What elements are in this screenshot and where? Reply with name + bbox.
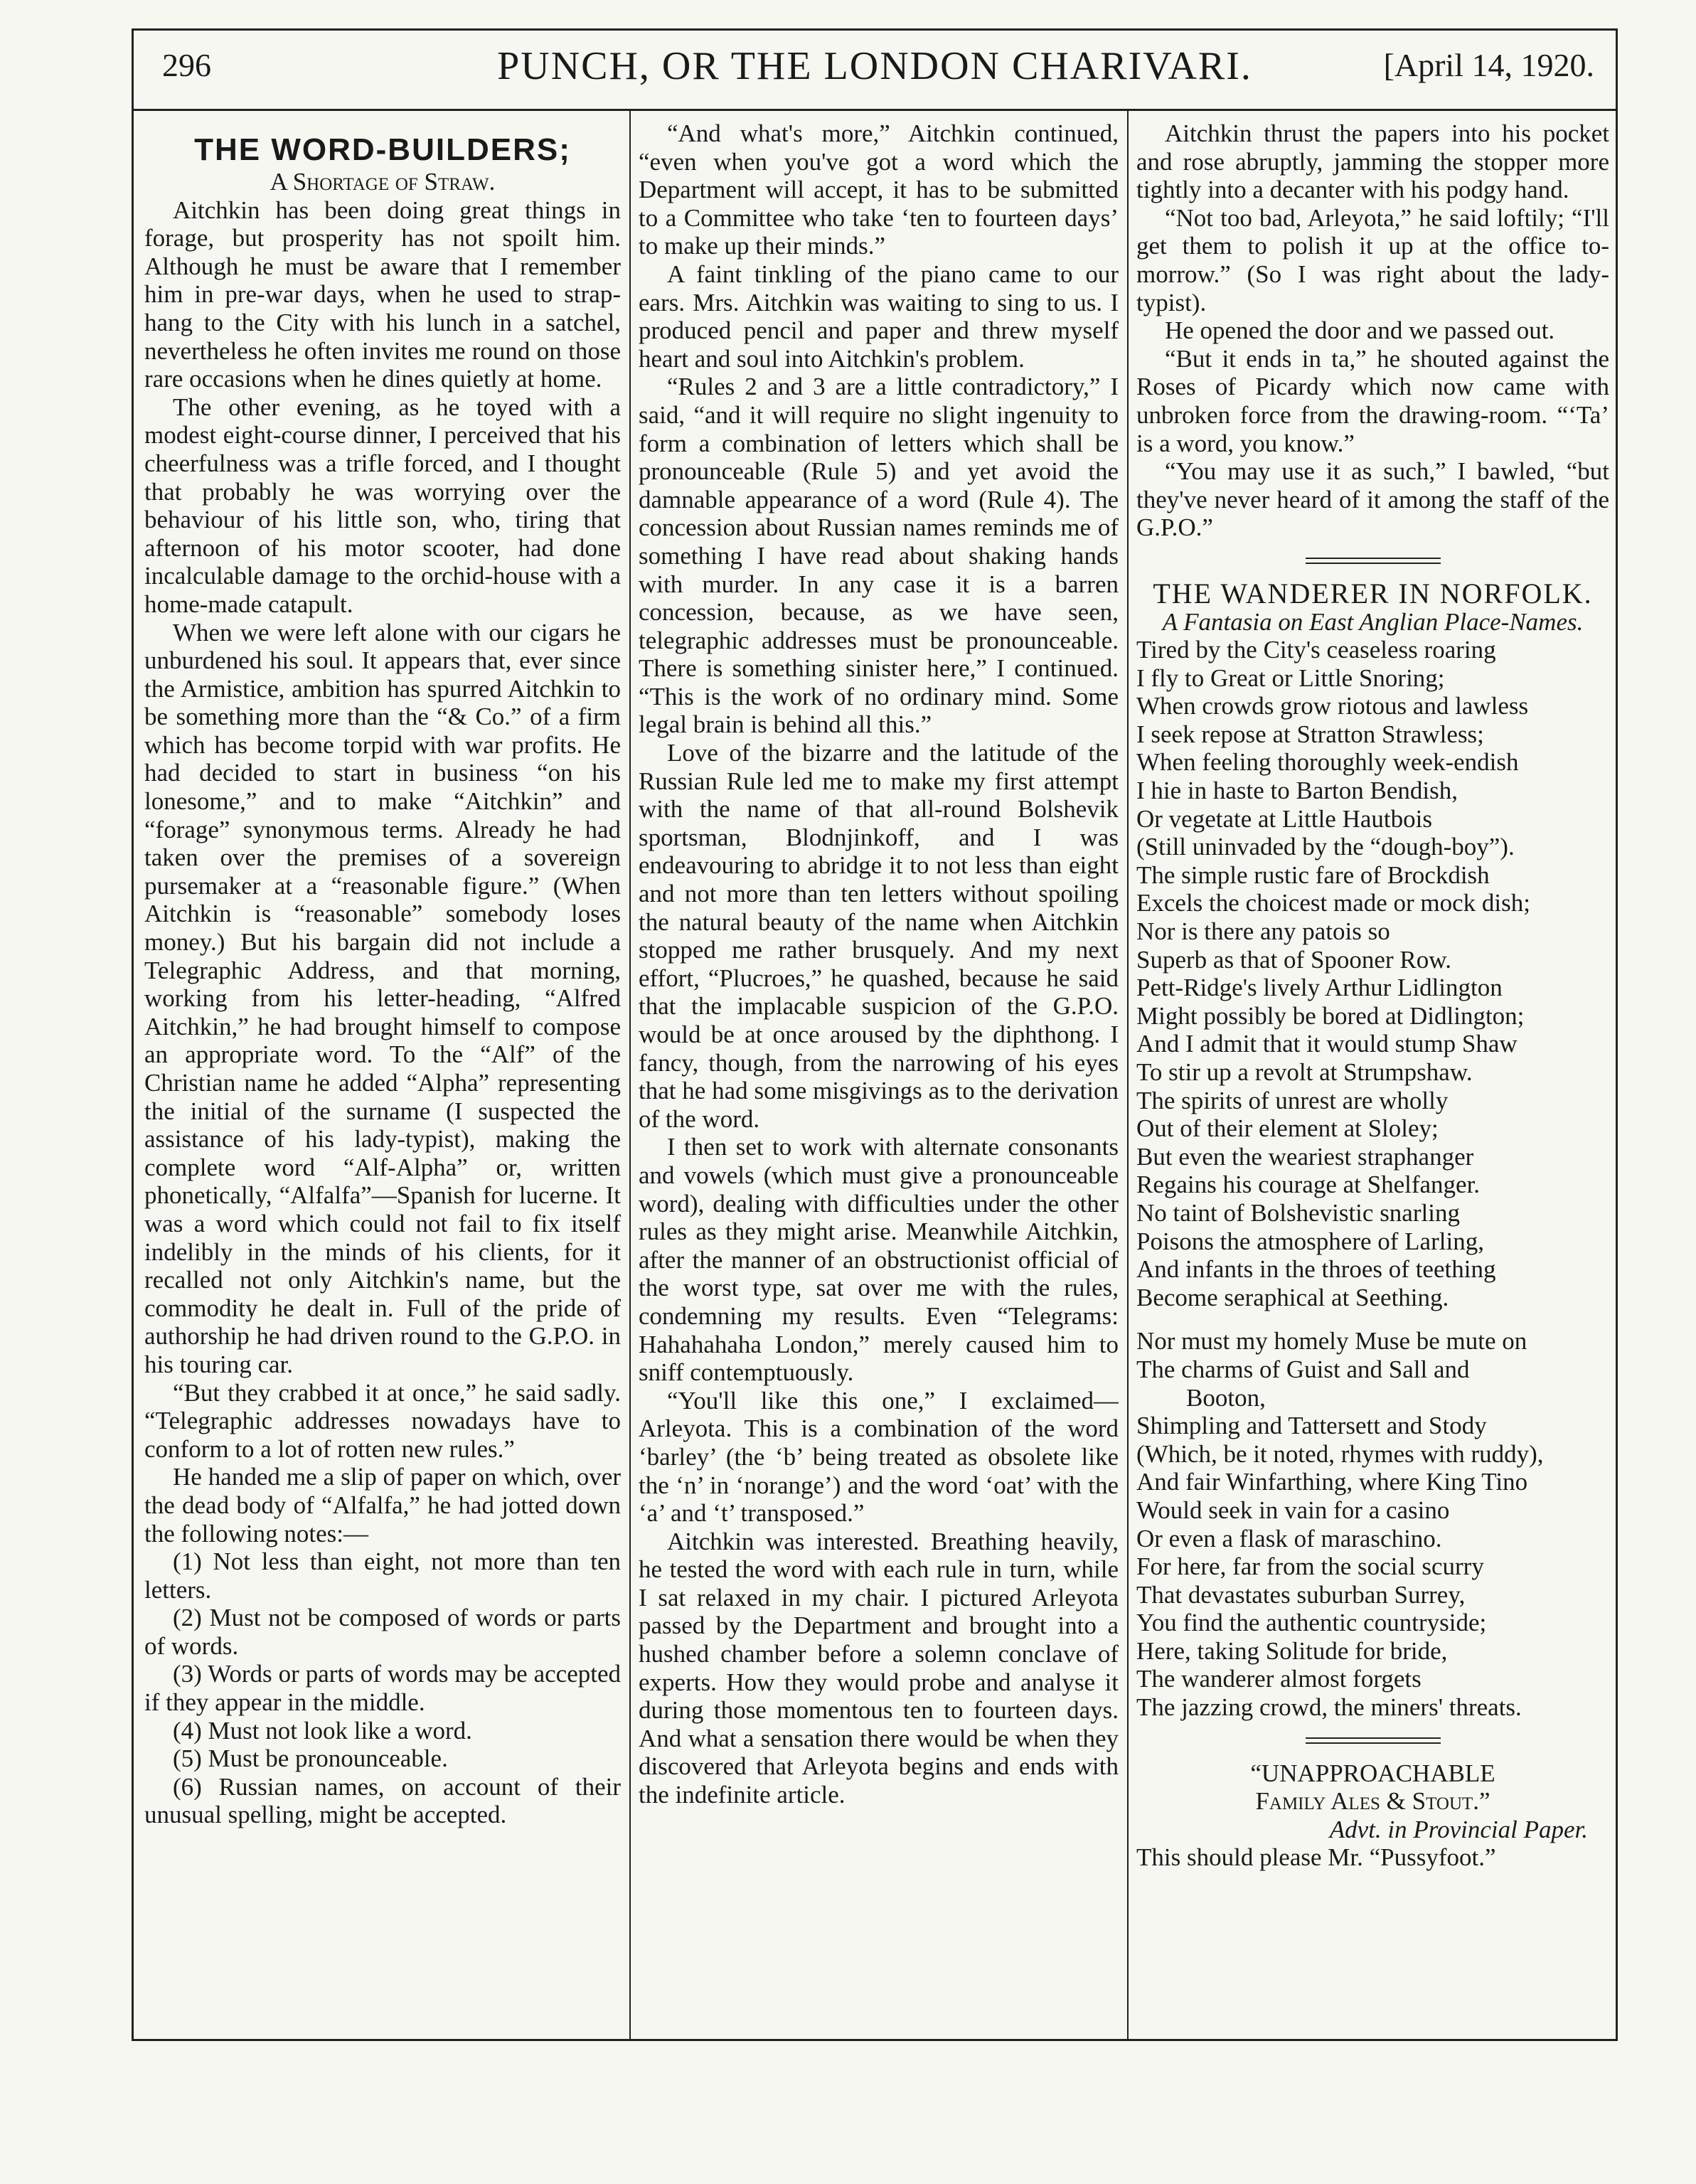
verse-line: Excels the choicest made or mock dish; xyxy=(1136,889,1531,917)
verse-line: Or vegetate at Little Hautbois xyxy=(1136,804,1432,833)
rule-item: (6) Russian names, on account of their unusual spelling, might be accepted. xyxy=(144,1772,621,1829)
paragraph: “Not too bad, Arleyota,” he said loftily; “I'll get them to polish it up at the office to-morrow.” (So I was right about the lady-typist). xyxy=(1136,203,1609,316)
verse-line: But even the weariest straphanger xyxy=(1136,1142,1474,1171)
poem-subtitle: A Fantasia on East Anglian Place-Names. xyxy=(1162,607,1584,636)
paragraph: Aitchkin thrust the papers into his pocket and rose abruptly, jamming the stopper more tightly into a decanter with his podgy hand. xyxy=(1136,119,1609,204)
paragraph: “You'll like this one,” I exclaimed—Arleyota. This is a combination of the word ‘barley’ (the ‘b’ being treated as obsolete like the ‘n’ in ‘norange’) and the word ‘oat’ with the ‘a’ and ‘t’ transposed.” xyxy=(639,1386,1119,1528)
verse-line: Or even a flask of maraschino. xyxy=(1136,1524,1442,1552)
paragraph: Aitchkin was interested. Breathing heavily, he tested the word with each rule in turn, while I sat relaxed in my chair. I pictured Arleyota passed by the Department and brought into a hushed chamber before a solemn conclave of experts. How they would probe and analyse it during those momentous ten to fourteen days. And what a sensation there would be when they discovered that Arleyota begins and ends with the indefinite article. xyxy=(639,1527,1119,1809)
verse-line: When feeling thoroughly week-endish xyxy=(1136,748,1519,777)
verse-line: You find the authentic countryside; xyxy=(1136,1609,1487,1637)
verse-line: I seek repose at Stratton Strawless; xyxy=(1136,720,1484,748)
article-subtitle: A Shortage of Straw. xyxy=(270,168,496,196)
paragraph: The other evening, as he toyed with a modest eight-course dinner, I perceived that his cheerfulness was a trifle forced, and I thought that probably he was worrying over the behaviour of his little son, who, tiring that afternoon of his motor scooter, had done incalculable damage to the orchid-house with a home-made catapult. xyxy=(144,393,621,618)
issue-date: [April 14, 1920. xyxy=(1383,47,1594,83)
verse-line: I fly to Great or Little Snoring; xyxy=(1136,664,1445,692)
verse-line: (Which, be it noted, rhymes with ruddy), xyxy=(1136,1439,1544,1468)
verse-line: The charms of Guist and Sall and xyxy=(1136,1355,1470,1383)
section-divider xyxy=(1306,1737,1441,1744)
verse-line: The simple rustic fare of Brockdish xyxy=(1136,861,1490,889)
masthead-title: PUNCH, OR THE LONDON CHARIVARI. xyxy=(497,44,1252,88)
verse-line: The jazzing crowd, the miners' threats. xyxy=(1136,1693,1522,1722)
verse-line: That devastates suburban Surrey, xyxy=(1136,1580,1466,1609)
paragraph: He handed me a slip of paper on which, over the dead body of “Alfalfa,” he had jotted down the following notes:— xyxy=(144,1463,621,1548)
verse-line: The spirits of unrest are wholly xyxy=(1136,1086,1449,1114)
verse-line: Shimpling and Tattersett and Stody xyxy=(1136,1412,1487,1440)
article-title: THE WORD-BUILDERS; xyxy=(194,132,571,167)
verse-line: To stir up a revolt at Strumpshaw. xyxy=(1136,1058,1473,1086)
verse-line: And fair Winfarthing, where King Tino xyxy=(1136,1468,1528,1496)
column-1 xyxy=(144,119,621,2033)
verse-line: I hie in haste to Barton Bendish, xyxy=(1136,777,1458,805)
advert-source: Advt. in Provincial Paper. xyxy=(1329,1815,1588,1843)
page-number: 296 xyxy=(162,47,211,83)
column-3 xyxy=(1136,119,1609,2033)
poem-title: THE WANDERER IN NORFOLK. xyxy=(1153,577,1593,609)
rule-item: (2) Must not be composed of words or parts of words. xyxy=(144,1604,621,1660)
paragraph: Love of the bizarre and the latitude of the Russian Rule led me to make my first attempt with the name of that all-round Bolshevik sportsman, Blodnjinkoff, and I was endeavouring to abridge it to not less than eight and not more than ten letters without spoiling the natural beauty of the name when Aitchkin stopped me rather brusquely. And my next effort, “Plucroes,” he quashed, because he said that the implacable suspicion of the G.P.O. would be at once aroused by the diphthong. I fancy, though, from the narrowing of his eyes that he had some misgivings as to the derivation of the word. xyxy=(639,739,1119,1133)
page-header xyxy=(134,31,1616,111)
verse-line: Nor must my homely Muse be mute on xyxy=(1136,1327,1527,1355)
verse-line: Nor is there any patois so xyxy=(1136,917,1390,946)
verse-line: Pett-Ridge's lively Arthur Lidlington xyxy=(1136,974,1503,1002)
verse-line: Booton, xyxy=(1186,1383,1266,1412)
paragraph: “But it ends in ta,” he shouted against the Roses of Picardy which now came with unbroken force from the drawing-room. “‘Ta’ is a word, you know.” xyxy=(1136,344,1609,457)
rule-item: (3) Words or parts of words may be accepted if they appear in the middle. xyxy=(144,1660,621,1717)
column-2 xyxy=(639,119,1119,2033)
verse-line: Tired by the City's ceaseless roaring xyxy=(1136,636,1496,664)
verse-line: Out of their element at Sloley; xyxy=(1136,1114,1439,1143)
poem-stanza-1 xyxy=(1136,636,1609,1311)
paragraph: He opened the door and we passed out. xyxy=(1165,316,1555,345)
rule-item: (1) Not less than eight, not more than ten letters. xyxy=(144,1548,621,1604)
verse-line: Become seraphical at Seething. xyxy=(1136,1283,1449,1311)
rule-item: (5) Must be pronounceable. xyxy=(173,1744,448,1773)
verse-line: And infants in the throes of teething xyxy=(1136,1255,1496,1284)
verse-line: Regains his courage at Shelfanger. xyxy=(1136,1171,1481,1199)
paragraph: A faint tinkling of the piano came to our ears. Mrs. Aitchkin was waiting to sing to us. I produced pencil and paper and threw myself heart and soul into Aitchkin's problem. xyxy=(639,260,1119,373)
paragraph: When we were left alone with our cigars he unburdened his soul. It appears that, ever since the Armistice, ambition has spurred Aitchkin to be something more than the “& Co.” of a firm which has become torpid with war profits. He had decided to start in business “on his lonesome,” and to make “Aitchkin” and “forage” synonymous terms. Already he had taken over the premises of a sovereign pursemaker at a “reasonable figure.” (When Aitchkin is “reasonable” somebody loses money.) But his bargain did not include a Telegraphic Address, and that morning, working from his letter-heading, “Alfred Aitchkin,” he had brought himself to compose an appropriate word. To the “Alf” of the Christian name he added “Alpha” representing the initial of the surname (I suspected the assistance of his lady-typist), making the complete word “Alf-Alpha” or, written phonetically, “Alfalfa”—Spanish for lucerne. It was a word which could not fail to fix itself indelibly in the minds of his clients, for it recalled not only Aitchkin's name, but the commodity he dealt in. Full of the pride of authorship he had driven round to the G.P.O. in his touring car. xyxy=(144,618,621,1378)
page-frame xyxy=(132,28,1618,2041)
verse-line: Superb as that of Spooner Row. xyxy=(1136,945,1451,974)
verse-line: (Still uninvaded by the “dough-boy”). xyxy=(1136,833,1515,861)
poem-stanza-2 xyxy=(1136,1327,1609,1721)
paragraph: “You may use it as such,” I bawled, “but they've never heard of it among the staff of the G.P.O.” xyxy=(1136,457,1609,542)
verse-line: For here, far from the social scurry xyxy=(1136,1552,1484,1581)
paragraph: “But they crabbed it at once,” he said sadly. “Telegraphic addresses nowadays have to conform to a lot of rotten new rules.” xyxy=(144,1378,621,1463)
verse-line: The wanderer almost forgets xyxy=(1136,1665,1422,1693)
paragraph: “And what's more,” Aitchkin continued, “even when you've got a word which the Department will accept, it has to be submitted to a Committee who take ‘ten to fourteen days’ to make up their minds.” xyxy=(639,119,1119,260)
advert-quote: “UNAPPROACHABLE xyxy=(1250,1759,1495,1787)
column-rule xyxy=(1127,109,1129,2039)
advert-product: Family Ales & Stout.” xyxy=(1255,1787,1490,1816)
paragraph: Aitchkin has been doing great things in forage, but prosperity has not spoilt him. Although he must be aware that I remember him in pre-war days, when he used to strap-hang to the City with his lunch in a satchel, nevertheless he often invites me round on those rare occasions when he dines quietly at home. xyxy=(144,196,621,393)
verse-line: And I admit that it would stump Shaw xyxy=(1136,1030,1518,1058)
rule-item: (4) Must not look like a word. xyxy=(173,1716,472,1744)
section-divider xyxy=(1306,558,1441,564)
verse-line: When crowds grow riotous and lawless xyxy=(1136,692,1529,720)
verse-line: Might possibly be bored at Didlington; xyxy=(1136,1001,1525,1030)
paragraph: “Rules 2 and 3 are a little contradictory,” I said, “and it will require no slight ingenuity to form a combination of letters which shall be pronounceable (Rule 5) and yet avoid the damnable appearance of a word (Rule 4). The concession about Russian names reminds me of something I have read about shaking hands with murder. In any case it is a barren concession, because, as we have seen, telegraphic addresses must be pronounceable. There is something sinister here,” I continued. “This is the work of no ordinary mind. Some legal brain is behind all this.” xyxy=(639,373,1119,739)
column-rule xyxy=(629,109,631,2039)
stanza-gap xyxy=(1136,1311,1609,1327)
paragraph: I then set to work with alternate consonants and vowels (which must give a pronounceable word), dealing with difficulties under the other rules as they might arise. Meanwhile Aitchkin, after the manner of an obstructionist official of the worst type, sat over me with the rules, condemning my results. Even “Telegrams: Hahahahaha London,” merely caused him to sniff contemptuously. xyxy=(639,1133,1119,1387)
verse-line: Poisons the atmosphere of Larling, xyxy=(1136,1227,1484,1255)
verse-line: Here, taking Solitude for bride, xyxy=(1136,1636,1448,1665)
advert-comment: This should please Mr. “Pussyfoot.” xyxy=(1136,1843,1496,1872)
verse-line: No taint of Bolshevistic snarling xyxy=(1136,1198,1460,1227)
verse-line: Would seek in vain for a casino xyxy=(1136,1496,1450,1524)
